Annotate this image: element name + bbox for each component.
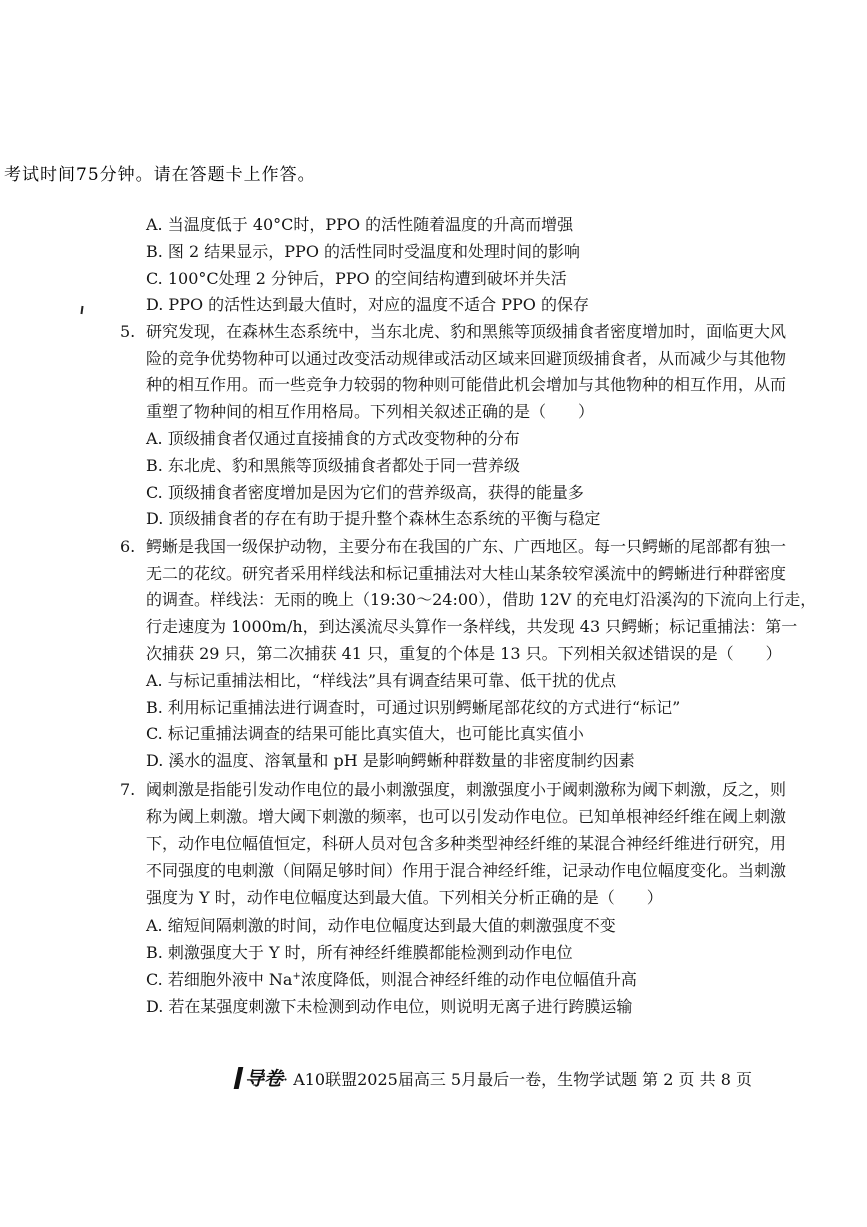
q7-option-a: A. 缩短间隔刺激的时间，动作电位幅度达到最大值的刺激强度不变 [146, 916, 616, 935]
q7-stem-line-5: 强度为 Y 时，动作电位幅度达到最大值。下列相关分析正确的是（ ） [146, 888, 663, 907]
q7-option-c [146, 970, 637, 990]
page-footer [236, 1064, 752, 1091]
q6-option-c: C. 标记重捕法调查的结果可能比真实值大，也可能比真实值小 [146, 724, 584, 743]
q7-stem-text-1: 阈刺激是指能引发动作电位的最小刺激强度，刺激强度小于阈刺激称为阈下刺激，反之，则 [146, 780, 787, 799]
q4-option-c: C. 100°C处理 2 分钟后，PPO 的空间结构遭到破坏并失活 [146, 269, 567, 288]
q7-stem-line-2: 称为阈上刺激。增大阈下刺激的频率，也可以引发动作电位。已知单根神经纤维在阈上刺激 [146, 807, 787, 826]
q6-stem-text-1: 鳄蜥是我国一级保护动物，主要分布在我国的广东、广西地区。每一只鳄蜥的尾部都有独一 [146, 537, 787, 556]
q5-number: 5. [120, 322, 136, 341]
q5-option-b: B. 东北虎、豹和黑熊等顶级捕食者都处于同一营养级 [146, 456, 520, 475]
q5-stem-line-2: 险的竞争优势物种可以通过改变活动规律或活动区域来回避顶级捕食者，从而减少与其他物 [146, 349, 787, 368]
exam-time-note: 考试时间75分钟。请在答题卡上作答。 [4, 165, 316, 185]
q5-option-d: D. 顶级捕食者的存在有助于提升整个森林生态系统的平衡与稳定 [146, 509, 601, 528]
q6-stem-line-3: 的调查。样线法：无雨的晚上（19:30～24:00），借助 12V 的充电灯沿溪沟的下流向上行走， [146, 590, 817, 609]
q6-option-b: B. 利用标记重捕法进行调查时，可通过识别鳄蜥尾部花纹的方式进行“标记” [146, 698, 681, 717]
q6-option-a: A. 与标记重捕法相比，“样线法”具有调查结果可靠、低干扰的优点 [146, 671, 617, 690]
logo-bar-icon [234, 1067, 244, 1089]
q5-stem-text-1: 研究发现，在森林生态系统中，当东北虎、豹和黑熊等顶级捕食者密度增加时，面临更大风 [146, 322, 787, 341]
q7-stem-line-3: 下，动作电位幅值恒定，科研人员对包含多种类型神经纤维的某混合神经纤维进行研究，用 [146, 834, 787, 853]
q7-option-d: D. 若在某强度刺激下未检测到动作电位，则说明无离子进行跨膜运输 [146, 997, 633, 1016]
q7-option-b: B. 刺激强度大于 Y 时，所有神经纤维膜都能检测到动作电位 [146, 943, 573, 962]
q6-stem-line-4: 行走速度为 1000m/h，到达溪流尽头算作一条样线，共发现 43 只鳄蜥；标记重捕法：第一 [146, 617, 798, 636]
q5-option-a: A. 顶级捕食者仅通过直接捕食的方式改变物种的分布 [146, 429, 520, 448]
q7-number: 7. [120, 780, 136, 799]
q7-option-c-post: 浓度降低，则混合神经纤维的动作电位幅值升高 [300, 970, 637, 989]
q4-option-b: B. 图 2 结果显示，PPO 的活性同时受温度和处理时间的影响 [146, 242, 581, 261]
q4-option-a: A. 当温度低于 40°C时，PPO 的活性随着温度的升高而增强 [146, 215, 574, 234]
q5-stem-line-1 [120, 322, 786, 342]
footer-logo: 导卷 [245, 1068, 284, 1090]
q4-option-d: D. PPO 的活性达到最大值时，对应的温度不适合 PPO 的保存 [146, 295, 589, 314]
q7-stem-line-1 [120, 780, 786, 800]
q6-stem-line-1 [120, 537, 786, 557]
q7-option-c-pre: C. 若细胞外液中 Na [146, 970, 293, 989]
q5-stem-line-3: 种的相互作用。而一些竞争力较弱的物种则可能借此机会增加与其他物种的相互作用，从而 [146, 375, 787, 394]
q6-stem-line-2: 无二的花纹。研究者采用样线法和标记重捕法对大桂山某条较窄溪流中的鳄蜥进行种群密度 [146, 564, 787, 583]
footer-text: · A10联盟2025届高三 5月最后一卷，生物学试题 第 2 页 共 8 页 [283, 1070, 752, 1089]
q7-stem-line-4: 不同强度的电刺激（间隔足够时间）作用于混合神经纤维，记录动作电位幅度变化。当刺激 [146, 861, 787, 880]
q6-number: 6. [120, 537, 136, 556]
q5-option-c: C. 顶级捕食者密度增加是因为它们的营养级高，获得的能量多 [146, 483, 584, 502]
stray-mark [80, 306, 83, 314]
sodium-charge: + [292, 971, 301, 982]
q6-stem-line-5: 次捕获 29 只，第二次捕获 41 只，重复的个体是 13 只。下列相关叙述错误的是（ ） [146, 644, 782, 663]
q5-stem-line-4: 重塑了物种间的相互作用格局。下列相关叙述正确的是（ ） [146, 402, 595, 421]
q6-option-d: D. 溪水的温度、溶氧量和 pH 是影响鳄蜥种群数量的非密度制约因素 [146, 751, 635, 770]
